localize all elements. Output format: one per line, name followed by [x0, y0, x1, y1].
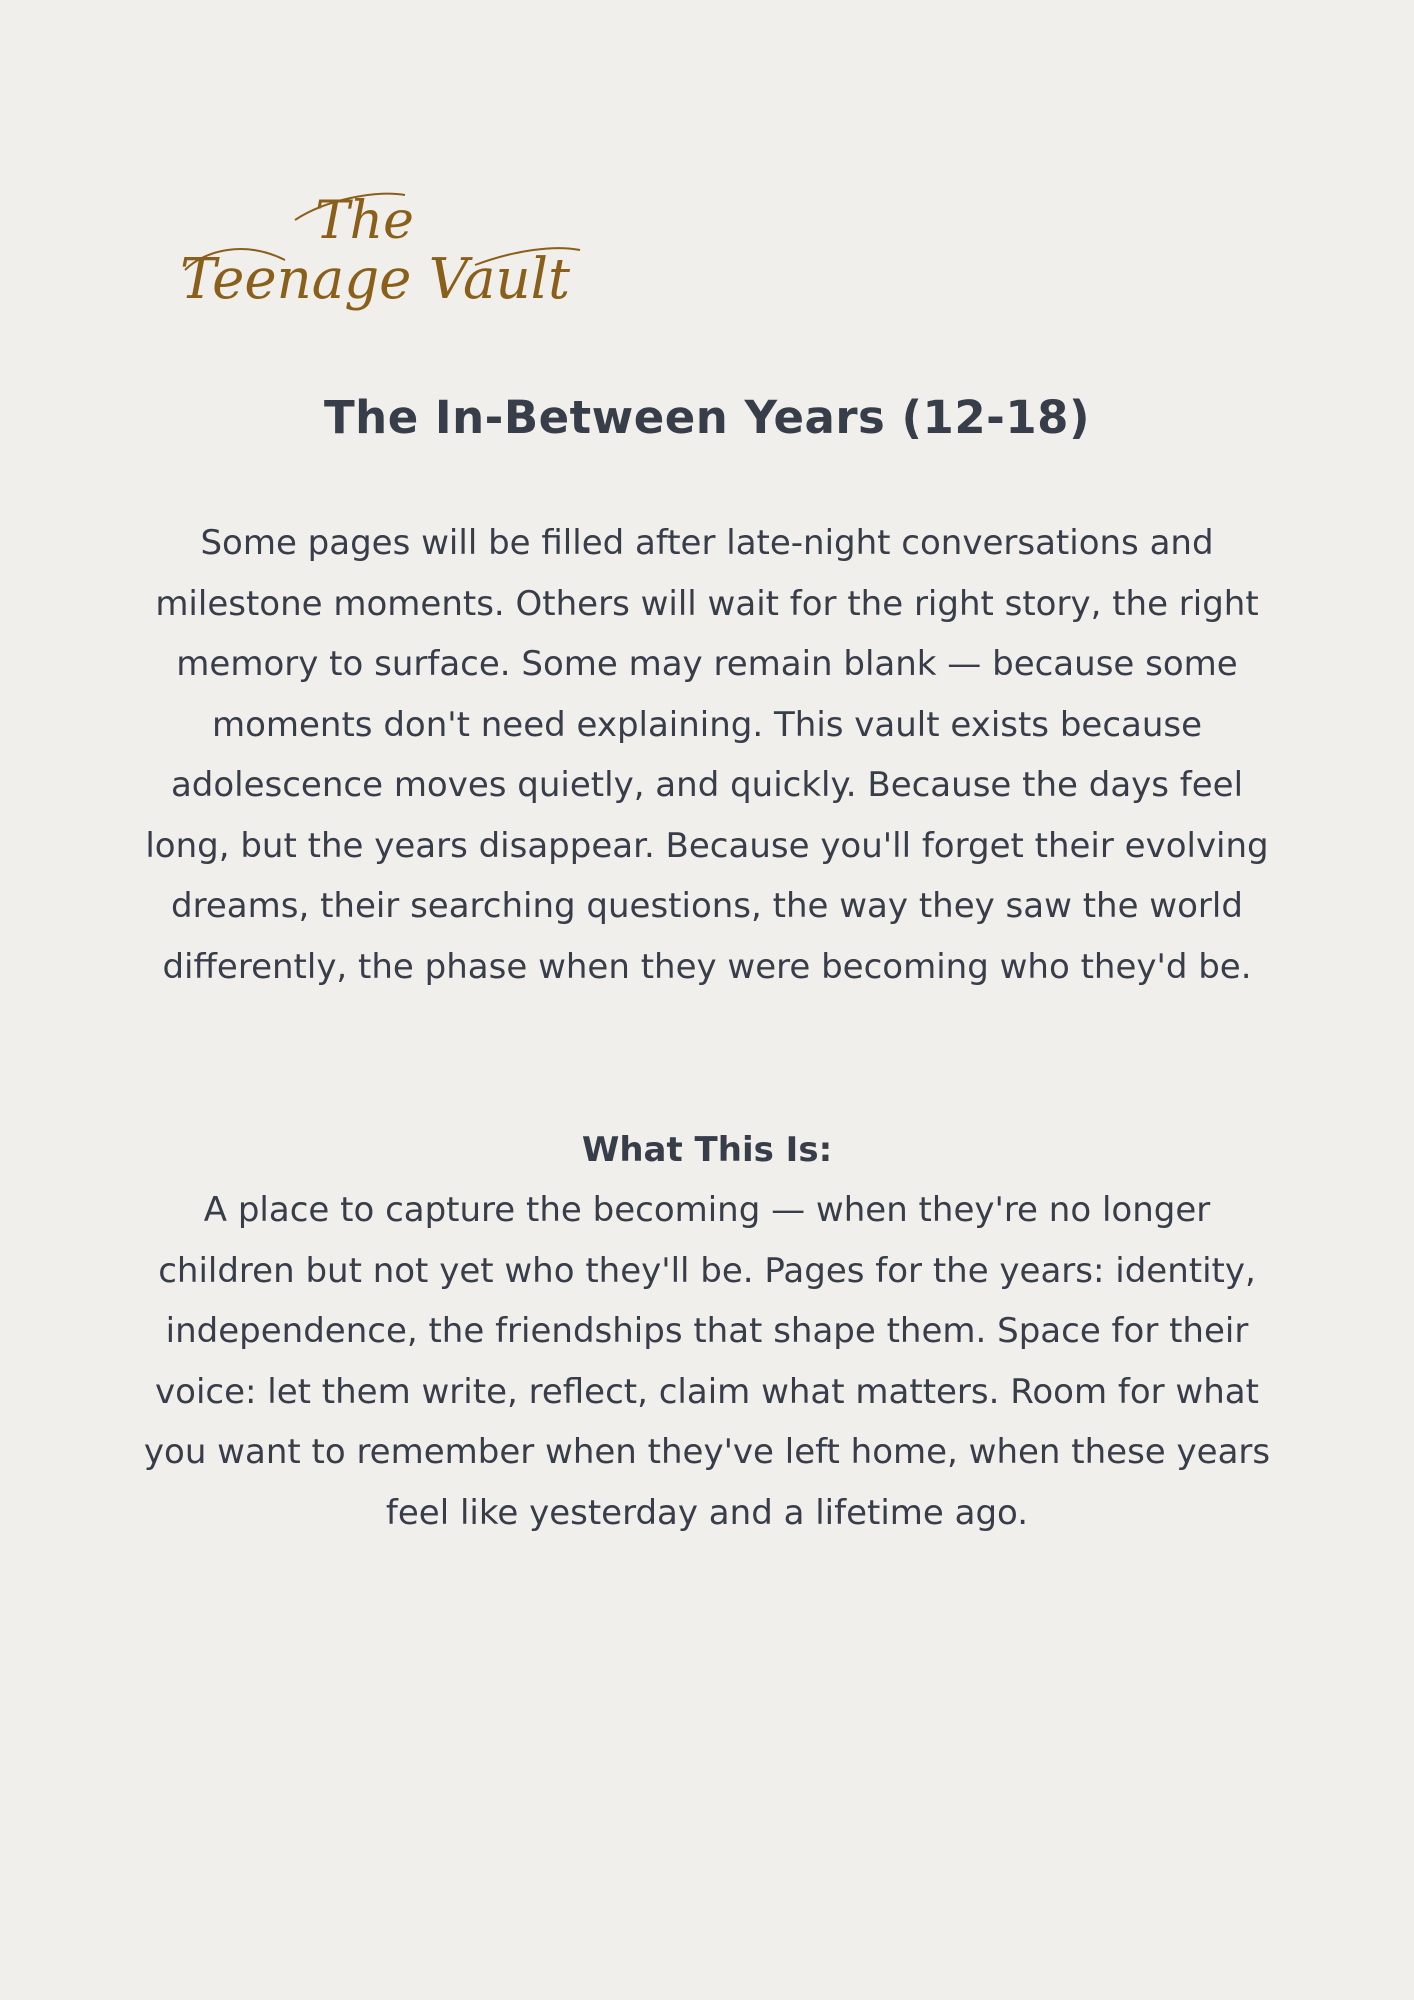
- brand-logo: [175, 180, 585, 320]
- brand-logo-script: [175, 180, 585, 320]
- page-title: The In-Between Years (12-18): [323, 391, 1091, 444]
- section-body-what-this-is: A place to capture the becoming — when they're no longer children but not yet who they'll be. Pages for the years: identity, independence, the friendships that shape them. Space for their voice: let them write, reflect, claim what matters. Room for what you want to remember when they've left home, when these years feel like yesterday and a lifetime ago.: [143, 1190, 1271, 1533]
- section-heading-what-this-is: What This Is:: [581, 1130, 833, 1170]
- intro-paragraph: Some pages will be filled after late-night conversations and milestone moments. Others will wait for the right story, the right memory to surface. Some may remain blank — because some moments don't need explaining. This vault exists because adolescence moves quietly, and quickly. Because the days feel long, but the years disappear. Because you'll forget their evolving dreams, their searching questions, the way they saw the world differently, the phase when they were becoming who they'd be.: [145, 523, 1269, 987]
- logo-line-teenage-vault: Teenage Vault: [180, 247, 571, 312]
- logo-line-the: The: [315, 191, 414, 251]
